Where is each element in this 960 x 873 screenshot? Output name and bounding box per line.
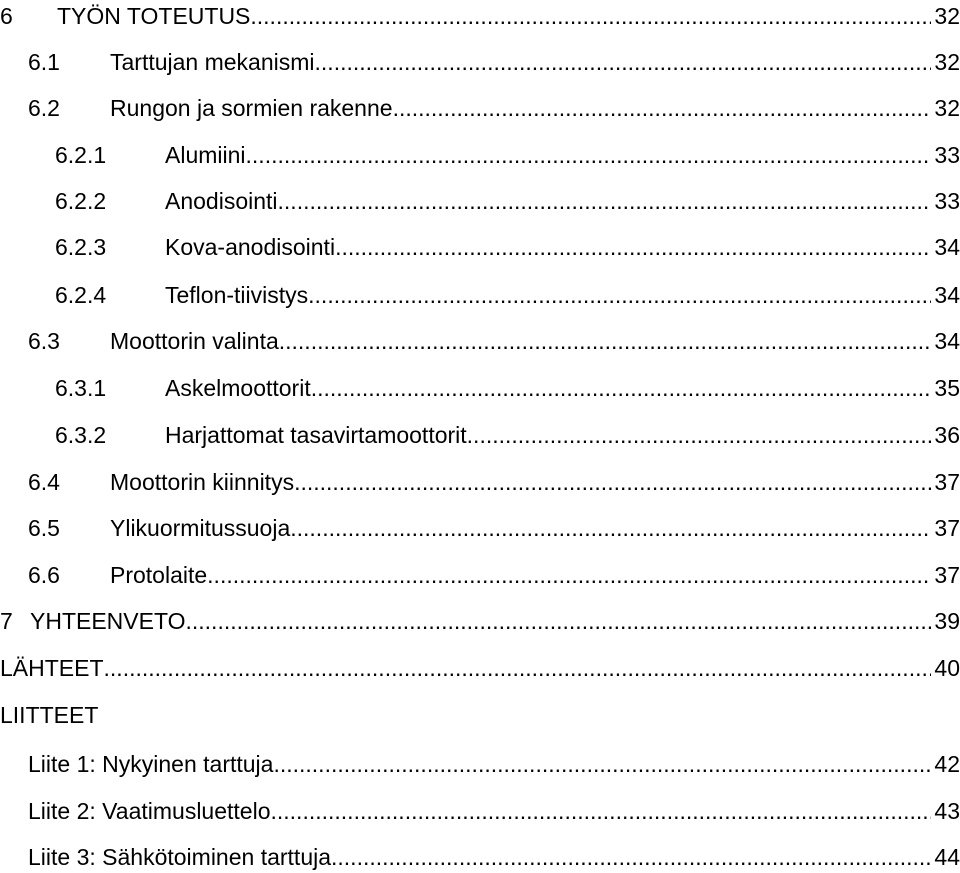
toc-entry-page: 37	[934, 562, 960, 588]
toc-entry[interactable]	[0, 93, 960, 123]
toc-entry-page: 32	[934, 3, 960, 29]
toc-entry-number: 6.2	[28, 95, 60, 121]
toc-entry[interactable]	[0, 606, 960, 636]
toc-entry-title: Protolaite	[110, 562, 208, 588]
toc-entry-page: 42	[934, 751, 960, 777]
toc-entry-title: Alumiini	[165, 142, 246, 168]
toc-entry-title: Liite 1: Nykyinen tarttuja	[28, 751, 274, 777]
toc-entry-number: 6.1	[28, 49, 60, 75]
toc-entry[interactable]	[0, 232, 960, 262]
toc-entry[interactable]	[0, 796, 960, 826]
toc-leader-dots	[250, 1, 931, 31]
toc-entry-title: Liite 3: Sähkötoiminen tarttuja	[28, 844, 332, 870]
toc-entry-number: 6.4	[28, 469, 60, 495]
toc-entry[interactable]	[0, 560, 960, 590]
toc-entry-title: Tarttujan mekanismi	[110, 49, 315, 75]
toc-entry-number: 7	[0, 608, 13, 634]
toc-leader-dots	[467, 420, 932, 450]
toc-leader-dots	[273, 749, 931, 779]
toc-entry-title: YHTEENVETO	[30, 608, 186, 634]
toc-entry-title: TYÖN TOTEUTUS	[57, 3, 251, 29]
toc-entry-number: 6	[0, 3, 13, 29]
toc-entry-number: 6.5	[28, 515, 60, 541]
toc-entry-title: Rungon ja sormien rakenne	[110, 95, 393, 121]
toc-leader-dots	[246, 140, 932, 170]
toc-entry-page: 43	[934, 798, 960, 824]
toc-entry-number: 6.3	[28, 328, 60, 354]
toc-entry-title: LIITTEET	[0, 702, 99, 728]
toc-entry-title: Moottorin valinta	[110, 328, 279, 354]
toc-entry-page: 40	[934, 655, 960, 681]
toc-heading[interactable]	[0, 700, 960, 730]
toc-leader-dots	[308, 280, 931, 310]
toc-entry-page: 32	[934, 49, 960, 75]
toc-leader-dots	[278, 186, 932, 216]
toc-entry[interactable]	[0, 749, 960, 779]
toc-entry-page: 33	[934, 188, 960, 214]
toc-entry-title: Moottorin kiinnitys	[110, 469, 295, 495]
toc-entry[interactable]	[0, 653, 960, 683]
toc-entry-page: 34	[934, 282, 960, 308]
toc-entry-page: 36	[934, 422, 960, 448]
toc-leader-dots	[294, 467, 931, 497]
toc-entry[interactable]	[0, 140, 960, 170]
toc-entry-page: 34	[934, 234, 960, 260]
toc-entry[interactable]	[0, 842, 960, 872]
toc-entry-number: 6.3.2	[55, 422, 107, 448]
toc-entry-page: 32	[934, 95, 960, 121]
toc-leader-dots	[335, 232, 931, 262]
toc-entry-title: Anodisointi	[165, 188, 278, 214]
toc-entry-title: Liite 2: Vaatimusluettelo	[28, 798, 271, 824]
toc-entry-page: 44	[934, 844, 960, 870]
toc-leader-dots	[271, 796, 932, 826]
toc-entry-number: 6.3.1	[55, 375, 107, 401]
toc-leader-dots	[186, 606, 932, 636]
toc-leader-dots	[279, 326, 932, 356]
toc-entry-page: 37	[934, 515, 960, 541]
toc-entry-page: 37	[934, 469, 960, 495]
toc-entry[interactable]	[0, 513, 960, 543]
toc-entry[interactable]	[0, 420, 960, 450]
toc-entry-title: Ylikuormitussuoja	[110, 515, 291, 541]
toc-entry[interactable]	[0, 1, 960, 31]
toc-entry[interactable]	[0, 326, 960, 356]
toc-entry[interactable]	[0, 186, 960, 216]
toc-entry-title: Teflon-tiivistys	[165, 282, 309, 308]
toc-entry-title: Harjattomat tasavirtamoottorit	[165, 422, 467, 448]
toc-entry-number: 6.2.1	[55, 142, 107, 168]
toc-entry-number: 6.2.2	[55, 188, 107, 214]
toc-entry-page: 34	[934, 328, 960, 354]
toc-entry-title: Askelmoottorit	[165, 375, 311, 401]
toc-entry[interactable]	[0, 47, 960, 77]
toc-entry-page: 39	[934, 608, 960, 634]
toc-leader-dots	[393, 93, 932, 123]
toc-entry-page: 35	[934, 375, 960, 401]
toc-entry[interactable]	[0, 280, 960, 310]
toc-entry-number: 6.6	[28, 562, 60, 588]
toc-leader-dots	[290, 513, 931, 543]
toc-leader-dots	[315, 47, 932, 77]
toc-entry-page: 33	[934, 142, 960, 168]
toc-entry-number: 6.2.3	[55, 234, 107, 260]
toc-leader-dots	[311, 373, 932, 403]
toc-leader-dots	[104, 653, 932, 683]
toc-leader-dots	[331, 842, 931, 872]
toc-leader-dots	[207, 560, 931, 590]
toc-entry-title: LÄHTEET	[0, 655, 104, 681]
toc-entry-title: Kova-anodisointi	[165, 234, 336, 260]
toc-entry[interactable]	[0, 467, 960, 497]
toc-entry[interactable]	[0, 373, 960, 403]
toc-entry-number: 6.2.4	[55, 282, 107, 308]
